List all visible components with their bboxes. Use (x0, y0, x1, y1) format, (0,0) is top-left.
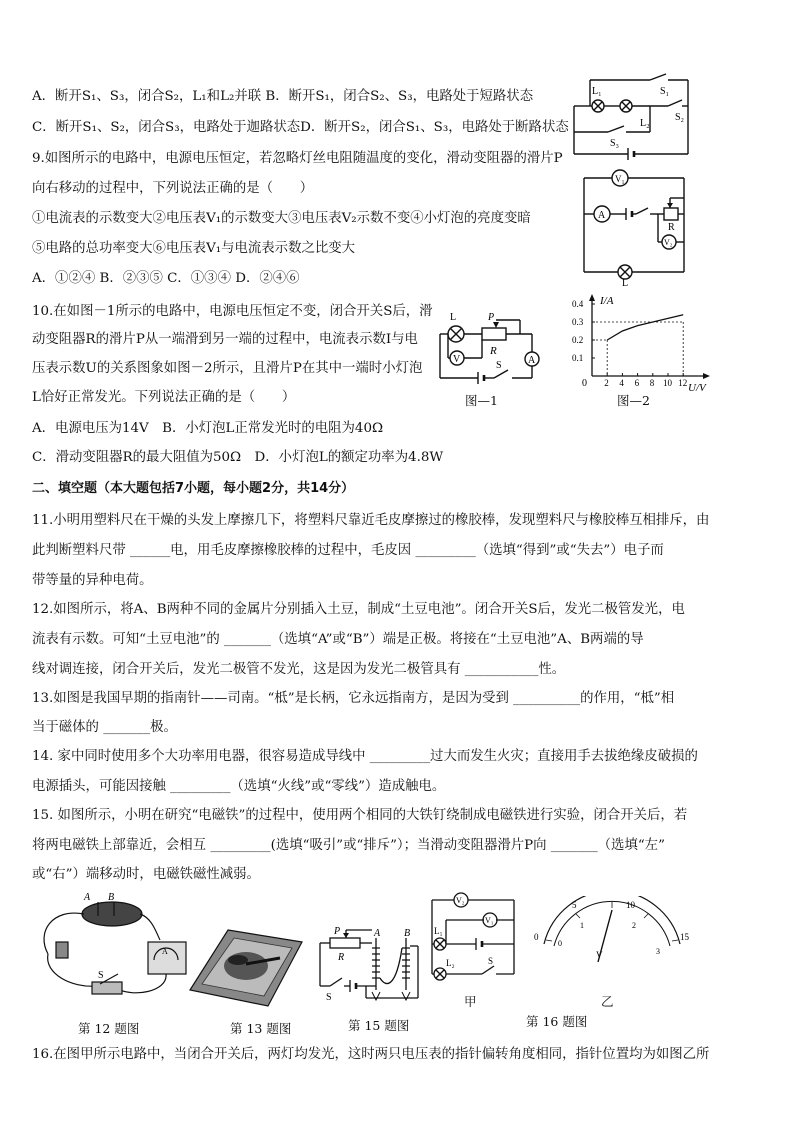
svg-text:V₁: V₁ (485, 916, 494, 925)
q16-jia-circuit (426, 886, 520, 986)
q12-caption: 第 12 题图 (78, 1021, 140, 1036)
x-tick-label: 10 (663, 378, 672, 388)
svg-text:L₂: L₂ (446, 958, 455, 968)
svg-text:S: S (326, 992, 332, 1003)
q9-stem-1: 9.如图所示的电路中，电源电压恒定，若忽略灯丝电阻随温度的变化，滑动变阻器的滑片P (32, 151, 563, 166)
svg-text:S: S (488, 956, 494, 966)
x-axis-label: U/V (688, 382, 706, 394)
fig10-2-caption: 图—2 (617, 393, 650, 408)
q10-option-cd: C．滑动变阻器R的最大阻值为50Ω D．小灯泡L的额定功率为4.8W (32, 450, 444, 465)
svg-text:S₃: S₃ (610, 138, 620, 149)
y-axis-arrow (589, 294, 595, 301)
svg-text:S: S (98, 970, 104, 981)
q9-circuit-diagram (580, 168, 688, 286)
x-tick-label: 4 (619, 378, 624, 388)
q8-option-cd: C．断开S₁、S₂，闭合S₃，电路处于迦路状态D．断开S₂，闭合S₁、S₃，电路处于断路状态 (32, 120, 569, 135)
svg-text:B: B (404, 928, 411, 939)
q13-caption: 第 13 题图 (230, 1021, 292, 1036)
q10-stem-3: 压表示数U的关系图象如图－2所示，且滑片P在其中一端时小灯泡 (32, 361, 423, 376)
svg-text:V₂: V₂ (664, 238, 673, 247)
svg-text:3: 3 (656, 947, 660, 956)
q12-line-1: 12.如图所示，将A、B两种不同的金属片分别插入土豆，制成“土豆电池”。闭合开关S后，发光二极管发光，电 (32, 602, 685, 617)
svg-text:A: A (374, 928, 381, 939)
fig10-1-caption: 图—1 (465, 393, 498, 408)
q11-line-3: 带等量的异种电荷。 (32, 573, 153, 588)
svg-text:0: 0 (558, 939, 562, 948)
x-axis-arrow (703, 373, 710, 379)
q10-circuit-diagram (436, 306, 546, 388)
q14-line-2: 电源插头，可能因接触 _________（选填“火线”或“零线”）造成触电。 (32, 779, 446, 794)
svg-text:V₁: V₁ (615, 174, 625, 184)
q9-stem-2: 向右移动的过程中，下列说法正确的是（ ） (32, 181, 314, 196)
svg-text:V: V (453, 354, 461, 365)
svg-text:R: R (490, 345, 497, 357)
svg-text:1: 1 (580, 921, 584, 930)
origin-label: 0 (582, 378, 587, 389)
y-tick-label: 0.4 (572, 299, 584, 309)
q15-line-3: 或“右”）端移动时，电磁铁磁性减弱。 (32, 867, 260, 882)
svg-text:2: 2 (632, 921, 636, 930)
svg-text:L₁: L₁ (592, 86, 602, 97)
q15-line-2: 将两电磁铁上部靠近，会相互 _________(选填“吸引”或“排斥”）；当滑动变阻器滑片P向 _______（选填“左” (32, 838, 665, 853)
x-tick-label: 8 (649, 378, 655, 388)
svg-text:5: 5 (572, 900, 577, 910)
section-heading-fill-in: 二、填空题（本大题包括7小题，每小题2分，共14分） (32, 481, 355, 496)
svg-text:10: 10 (626, 900, 635, 910)
q13-line-1: 13.如图是我国早期的指南针——司南。“柢”是长柄，它永远指南方，是因为受到 __________的作用，“柢”相 (32, 691, 675, 706)
svg-text:A: A (598, 210, 606, 221)
q11-line-1: 11.小明用塑料尺在干燥的头发上摩擦几下，将塑料尺靠近毛皮摩擦过的橡胶棒，发现塑料尺与橡胶棒互相排斥，由 (32, 513, 710, 528)
svg-text:S₂: S₂ (675, 112, 685, 123)
iu-curve (607, 315, 683, 340)
q12-line-3: 线对调连接，闭合开关后，发光二极管不发光，这是因为发光二极管具有 ___________性。 (32, 662, 566, 677)
svg-text:R: R (338, 952, 345, 963)
svg-text:L₁: L₁ (434, 926, 443, 936)
svg-text:R: R (668, 222, 675, 233)
svg-text:S: S (496, 360, 502, 371)
q16-jia-label: 甲 (464, 994, 477, 1009)
q16-yi-voltmeter-dial (532, 896, 692, 966)
q8-circuit-diagram (570, 72, 700, 164)
y-axis-label: I/A (600, 295, 614, 307)
q12-line-2: 流表有示数。可知“土豆电池”的 _______（选填“A”或“B”）端是正极。将接在“土豆电池”A、B两端的导 (32, 632, 644, 647)
q16-line-1: 16.在图甲所示电路中，当闭合开关后，两灯均发光，这时两只电压表的指针偏转角度相同，指针位置均为如图乙所 (32, 1047, 710, 1062)
svg-text:S₁: S₁ (660, 86, 670, 97)
q15-caption: 第 15 题图 (348, 1018, 410, 1033)
q9-statements-2: ⑤电路的总功率变大⑥电压表V₁与电流表示数之比变大 (32, 241, 356, 256)
svg-text:L₂: L₂ (640, 118, 650, 129)
q10-option-ab: A．电源电压为14V B．小灯泡L正常发光时的电阻为40Ω (32, 421, 384, 436)
q12-potato-battery-figure (32, 888, 192, 1006)
svg-text:A: A (528, 355, 536, 366)
svg-text:0: 0 (534, 932, 539, 942)
svg-text:L: L (622, 278, 629, 286)
q14-line-1: 14. 家中同时使用多个大功率用电器，很容易造成导线中 _________过大而发生火灾；直接用手去拔绝缘皮破损的 (32, 749, 698, 764)
svg-text:15: 15 (680, 932, 689, 942)
svg-text:V₂: V₂ (456, 896, 465, 905)
svg-text:P: P (334, 926, 341, 937)
q10-stem-2: 动变阻器R的滑片P从一端滑到另一端的过程中，电流表示数I与电 (32, 332, 418, 347)
q10-iu-chart (570, 290, 720, 396)
q15-electromagnet-figure (316, 926, 424, 1006)
q16-caption: 第 16 题图 (526, 1014, 588, 1029)
x-tick-label: 6 (634, 378, 640, 388)
q9-options: A．①②④ B．②③⑤ C．①③④ D．②④⑥ (32, 271, 300, 286)
q13-sinan-figure (188, 924, 306, 1010)
q9-statements-1: ①电流表的示数变大②电压表V₁的示数变大③电压表V₂示数不变④小灯泡的亮度变暗 (32, 211, 531, 226)
q13-line-2: 当于磁体的 _______极。 (32, 720, 177, 735)
x-tick-label: 12 (678, 378, 688, 388)
q16-yi-label: 乙 (601, 994, 614, 1009)
q8-option-ab: A．断开S₁、S₃，闭合S₂，L₁和L₂并联 B．断开S₁，闭合S₂、S₃，电路处于短路状态 (32, 89, 534, 104)
y-tick-label: 0.1 (572, 353, 584, 363)
y-tick-label: 0.2 (572, 335, 584, 345)
q15-line-1: 15. 如图所示，小明在研究“电磁铁”的过程中，使用两个相同的大铁钉绕制成电磁铁进行实验，闭合开关后，若 (32, 808, 688, 823)
svg-text:A: A (162, 947, 168, 956)
x-tick-label: 2 (604, 378, 609, 388)
svg-text:B: B (108, 892, 115, 903)
y-tick-label: 0.3 (572, 317, 584, 327)
q11-line-2: 此判断塑料尺带 ______电，用毛皮摩擦橡胶棒的过程中，毛皮因 _________（选填“得到”或“失去”）电子而 (32, 543, 664, 558)
svg-text:L: L (450, 312, 457, 323)
svg-text:A: A (84, 892, 91, 903)
q10-stem-1: 10.在如图－1所示的电路中，电源电压恒定不变，闭合开关S后，滑 (32, 304, 433, 319)
svg-text:V: V (596, 950, 603, 960)
q10-stem-4: L恰好正常发光。下列说法正确的是（ ） (32, 390, 296, 405)
svg-text:P: P (488, 312, 495, 323)
